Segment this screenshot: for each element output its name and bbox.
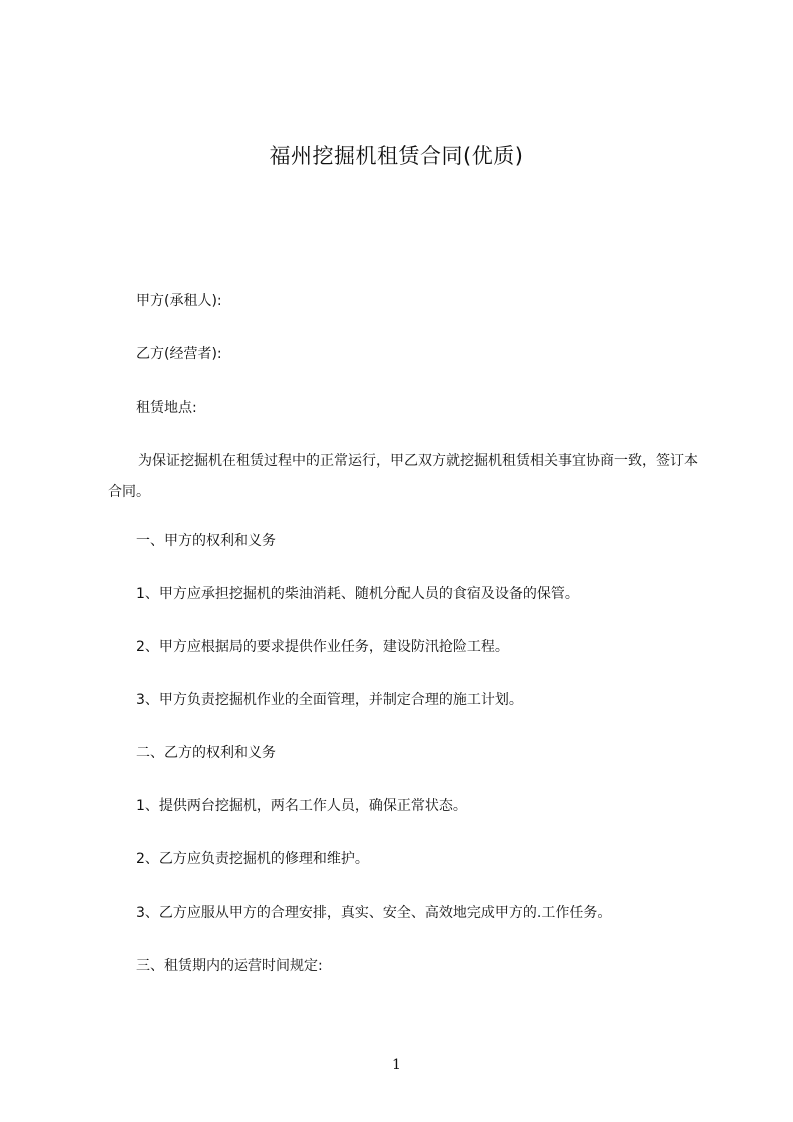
- section1-item: 3、甲方负责挖掘机作业的全面管理，并制定合理的施工计划。: [136, 692, 523, 708]
- document-title: 福州挖掘机租赁合同(优质): [269, 144, 524, 168]
- page-number: 1: [392, 1057, 401, 1073]
- section1-item: 2、甲方应根据局的要求提供作业任务，建设防汛抢险工程。: [136, 639, 509, 655]
- section1-item: 1、甲方应承担挖掘机的柴油消耗、随机分配人员的食宿及设备的保管。: [136, 586, 579, 602]
- section2-heading: 二、乙方的权利和义务: [136, 745, 276, 761]
- section2-item: 2、乙方应负责挖掘机的修理和维护。: [136, 851, 369, 867]
- section1-heading: 一、甲方的权利和义务: [136, 533, 276, 549]
- section3-heading: 三、租赁期内的运营时间规定:: [136, 958, 323, 974]
- section2-item: 1、提供两台挖掘机，两名工作人员，确保正常状态。: [136, 798, 467, 814]
- intro-paragraph: 为保证挖掘机在租赁过程中的正常运行，甲乙双方就挖掘机租赁相关事宜协商一致，签订本合同。: [108, 453, 698, 500]
- party-a-line: 甲方(承租人):: [136, 293, 222, 309]
- section2-item: 3、乙方应服从甲方的合理安排，真实、安全、高效地完成甲方的.工作任务。: [136, 905, 612, 921]
- lease-location-line: 租赁地点:: [136, 400, 197, 416]
- party-b-line: 乙方(经营者):: [136, 346, 222, 362]
